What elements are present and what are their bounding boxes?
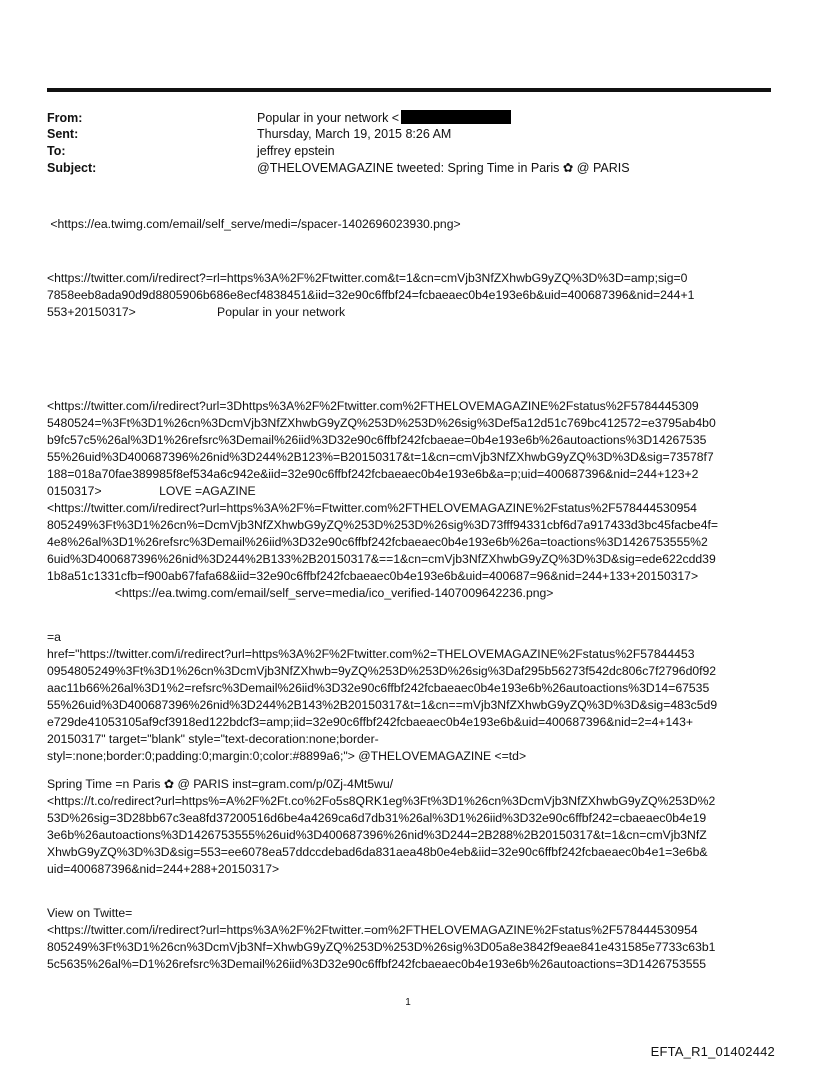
subject-value: @THELOVEMAGAZINE tweeted: Spring Time in Paris ✿ @ PARIS — [257, 161, 630, 175]
body-paragraph-4: =a href="https://twitter.com/i/redirect?url=https%3A%2F%2Ftwitter.com%2=THELOVEMAGAZINE%2Fstatus%2F57844453 0954805249%3Ft%3D1%26cn%3DcmVjb3NfZXhwb=9yZQ%253D%253D%26sig%3Daf295b56273f542dc806c7f2796d0f92 aac11b66%26al%3D1%2=refsrc%3Demail%26iid%3D32e90c6ffbf242fcbaeaec0b4e193e6b%26autoactions%3D14=67535 55%26uid%3D400687396%26nid%3D244%2B143%2B20150317&t=1&cn==mVjb3NfZXhwbG9yZQ%3D%3D&sig=483c5d9 e729de41053105af9cf3918ed122bdcf3=amp;iid=32e90c6ffbf242fcbaeaec0b4e193e6b&uid=400687396&nid=2=4+143+ 20150317" target="blank" style="text-decoration:none;border- styl=:none;border:0;padding:0;margin:0;color:#8899a6;"> @THELOVEMAGAZINE <=td> — [47, 630, 718, 763]
bates-number: EFTA_R1_01402442 — [650, 1044, 775, 1059]
body-paragraph-6: View on Twitte= <https://twitter.com/i/redirect?url=https%3A%2F%2Ftwitter.=om%2FTHELOVEMAGAZINE%2Fstatus%2F578444530954 805249%3Ft%3D1%26cn%3DcmVjb3Nf=XhwbG9yZQ%253D%253D%26sig%3D05a8e3842f9eae841e431585e7733c63b1 5c5635%26al%=D1%26refsrc%3Demail%26iid%3D32e90c6ffbf242fcbaeaec0b4e193e6b%26autoactions=3D1426753555 — [47, 906, 716, 971]
body-paragraph-1: <https://ea.twimg.com/email/self_serve/medi=/spacer-1402696023930.png> — [47, 217, 461, 231]
sent-label: Sent: — [47, 127, 79, 141]
redaction-box — [401, 110, 511, 124]
body-paragraph-5: Spring Time =n Paris ✿ @ PARIS inst=gram.com/p/0Zj-4Mt5wu/ <https://t.co/redirect?url=https%=A%2F%2Ft.co%2Fo5s8QRK1eg%3Ft%3D1%26cn%3DcmVjb3NfZXhwbG9yZQ%253D%2 53D%26sig=3D28bb67c3ea8fd37200516d6be4a4269ca6d7db31%26al%3D1%26iid%3D32e90c6ffbf242=cbaeaec0b4e19 3e6b%26autoactions%3D1426753555%26uid%3D400687396%26nid%3D244=2B288%2B20150317&t=1&cn=cmVjb3NfZ XhwbG9yZQ%3D%3D&sig=553=ee6078ea57ddccdebad6da831aea48b0e4eb&iid=32e90c6ffbf242fcbaeaec0b4e1=3e6b& uid=400687396&nid=244+288+20150317> — [47, 777, 716, 876]
page-number: 1 — [405, 997, 411, 1008]
to-value: jeffrey epstein — [257, 144, 335, 158]
header-rule — [47, 88, 771, 92]
from-value: Popular in your network < — [257, 111, 400, 125]
body-paragraph-2: <https://twitter.com/i/redirect?=rl=https%3A%2F%2Ftwitter.com&t=1&cn=cmVjb3NfZXhwbG9yZQ%3D%3D=amp;sig=0 7858eeb8ada90d9d8805906b686e8ecf4838451&iid=32e90c6ffbf24=fcbaeaec0b4e193e6b&uid=400687396&nid=244+1 553+20150317> Popular in your network — [47, 271, 695, 319]
subject-label: Subject: — [47, 161, 97, 175]
body-paragraph-3: <https://twitter.com/i/redirect?url=3Dhttps%3A%2F%2Ftwitter.com%2FTHELOVEMAGAZINE%2Fstatus%2F5784445309 5480524=%3Ft%3D1%26cn%3DcmVjb3NfZXhwbG9yZQ%253D%253D%26sig%3Def5a12d51c769bc412572=e3795ab4b0 b9fc57c5%26al%3D1%26refsrc%3Demail%26iid%3D32e90c6ffbf242fcbaeae=0b4e193e6b%26autoactions%3D14267535 55%26uid%3D400687396%26nid%3D244%2B123%=B20150317&t=1&cn=cmVjb3NfZXhwbG9yZQ%3D%3D&sig=73578f7 188=018a70fae389985f8ef534a6c942e&iid=32e90c6ffbf242fcbaeaec0b4e193e6b&a=p;uid=400687396&nid=244+123+2 0150317> LOVE =AGAZINE <https://twitter.com/i/redirect?url=https%3A%2F%=Ftwitter.com%2FTHELOVEMAGAZINE%2Fstatus%2F578444530954 805249%3Ft%3D1%26cn%=DcmVjb3NfZXhwbG9yZQ%253D%253D%26sig%3D73fff94331cbf6d7a917433d3bc45facbe4f= 4e8%26al%3D1%26refsrc%3Demail%26iid%3D32e90c6ffbf242fcbaeaec0b4e193e6b%26a=toactions%3D1426753555%2 6uid%3D400687396%26nid%3D244%2B133%2B20150317&==1&cn=cmVjb3NfZXhwbG9yZQ%3D%3D&sig=ede622cdd39 1b8a51c1331cfb=f900ab67fafa68&iid=32e90c6ffbf242fcbaeaec0b4e193e6b&uid=400687=96&nid=244+133+20150317> <https://ea.twimg.com/email/self_serve=media/ico_verified-1407009642236.png> — [47, 399, 718, 600]
from-label: From: — [47, 111, 83, 125]
to-label: To: — [47, 144, 66, 158]
sent-value: Thursday, March 19, 2015 8:26 AM — [257, 127, 452, 141]
